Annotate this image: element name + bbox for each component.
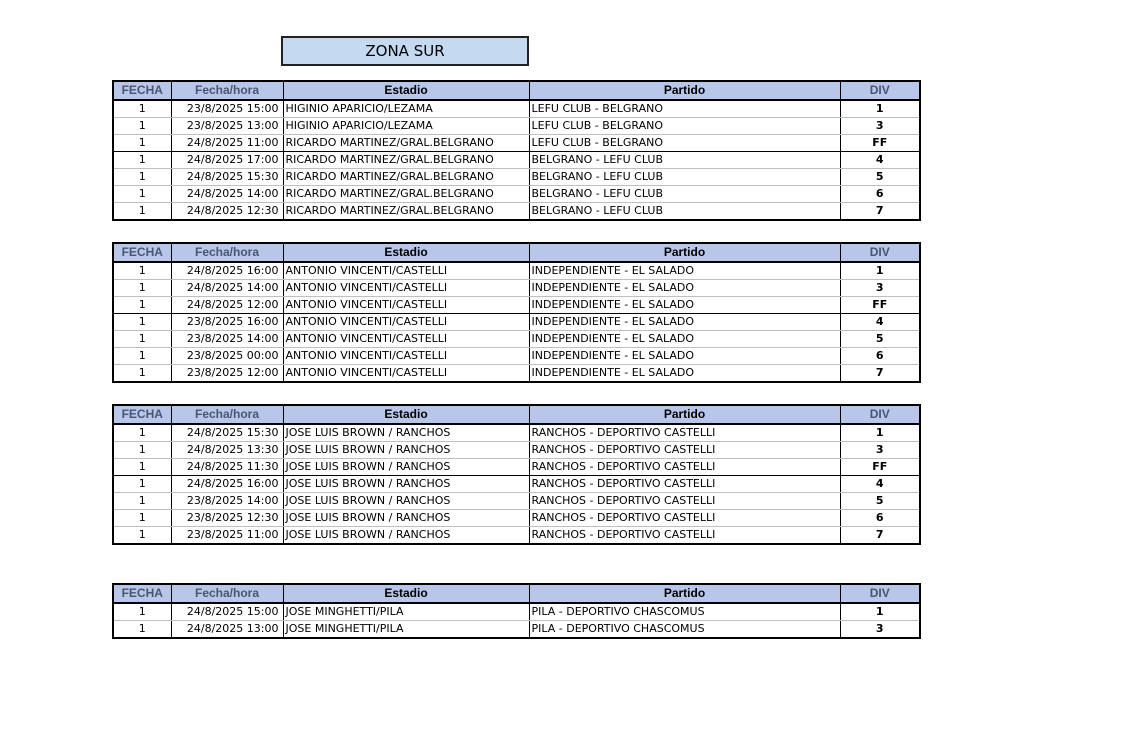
cell-estadio: JOSE LUIS BROWN / RANCHOS	[283, 476, 529, 493]
table-row	[113, 348, 920, 365]
header-fecha-hora: Fecha/hora	[171, 405, 283, 424]
cell-fecha: 1	[113, 297, 171, 314]
table-row	[113, 280, 920, 297]
cell-div: 3	[840, 442, 920, 459]
header-div: DIV	[840, 243, 920, 262]
cell-fecha: 1	[113, 203, 171, 221]
cell-div: 5	[840, 169, 920, 186]
header-row	[113, 243, 920, 262]
table-row	[113, 118, 920, 135]
cell-partido: LEFU CLUB - BELGRANO	[529, 118, 840, 135]
cell-partido: INDEPENDIENTE - EL SALADO	[529, 297, 840, 314]
cell-div: FF	[840, 135, 920, 152]
table-row	[113, 442, 920, 459]
cell-partido: INDEPENDIENTE - EL SALADO	[529, 331, 840, 348]
cell-div: FF	[840, 459, 920, 476]
cell-fecha: 1	[113, 262, 171, 280]
cell-fecha: 1	[113, 493, 171, 510]
cell-fecha: 1	[113, 348, 171, 365]
cell-div: 7	[840, 365, 920, 383]
header-row	[113, 584, 920, 603]
cell-partido: BELGRANO - LEFU CLUB	[529, 186, 840, 203]
cell-estadio: ANTONIO VINCENTI/CASTELLI	[283, 262, 529, 280]
cell-partido: BELGRANO - LEFU CLUB	[529, 203, 840, 221]
header-fecha: FECHA	[113, 584, 171, 603]
cell-div: 4	[840, 314, 920, 331]
cell-fecha: 1	[113, 527, 171, 545]
cell-estadio: RICARDO MARTINEZ/GRAL.BELGRANO	[283, 135, 529, 152]
header-estadio: Estadio	[283, 405, 529, 424]
cell-div: 1	[840, 603, 920, 621]
cell-fecha: 1	[113, 331, 171, 348]
table-row	[113, 262, 920, 280]
cell-fecha-hora: 23/8/2025 00:00	[171, 348, 283, 365]
header-estadio: Estadio	[283, 81, 529, 100]
cell-div: 3	[840, 621, 920, 639]
cell-fecha-hora: 24/8/2025 11:30	[171, 459, 283, 476]
table-row	[113, 297, 920, 314]
cell-estadio: ANTONIO VINCENTI/CASTELLI	[283, 348, 529, 365]
cell-fecha-hora: 24/8/2025 15:00	[171, 603, 283, 621]
cell-partido: RANCHOS - DEPORTIVO CASTELLI	[529, 510, 840, 527]
cell-div: 7	[840, 203, 920, 221]
cell-fecha-hora: 24/8/2025 11:00	[171, 135, 283, 152]
table-row	[113, 365, 920, 383]
table-row	[113, 621, 920, 639]
table-row	[113, 510, 920, 527]
header-div: DIV	[840, 584, 920, 603]
cell-div: 1	[840, 262, 920, 280]
cell-fecha-hora: 23/8/2025 12:00	[171, 365, 283, 383]
cell-fecha-hora: 23/8/2025 12:30	[171, 510, 283, 527]
cell-estadio: ANTONIO VINCENTI/CASTELLI	[283, 314, 529, 331]
cell-div: 5	[840, 331, 920, 348]
cell-fecha-hora: 24/8/2025 16:00	[171, 476, 283, 493]
cell-estadio: ANTONIO VINCENTI/CASTELLI	[283, 280, 529, 297]
header-fecha-hora: Fecha/hora	[171, 584, 283, 603]
header-estadio: Estadio	[283, 243, 529, 262]
cell-estadio: JOSE LUIS BROWN / RANCHOS	[283, 442, 529, 459]
cell-estadio: JOSE LUIS BROWN / RANCHOS	[283, 527, 529, 545]
cell-estadio: RICARDO MARTINEZ/GRAL.BELGRANO	[283, 152, 529, 169]
cell-fecha-hora: 23/8/2025 16:00	[171, 314, 283, 331]
header-div: DIV	[840, 81, 920, 100]
cell-fecha-hora: 23/8/2025 15:00	[171, 100, 283, 118]
cell-estadio: ANTONIO VINCENTI/CASTELLI	[283, 331, 529, 348]
cell-div: 6	[840, 510, 920, 527]
cell-fecha-hora: 24/8/2025 16:00	[171, 262, 283, 280]
cell-fecha: 1	[113, 314, 171, 331]
cell-estadio: RICARDO MARTINEZ/GRAL.BELGRANO	[283, 203, 529, 221]
header-row	[113, 81, 920, 100]
header-estadio: Estadio	[283, 584, 529, 603]
cell-partido: RANCHOS - DEPORTIVO CASTELLI	[529, 442, 840, 459]
schedule-table	[112, 583, 921, 639]
cell-fecha: 1	[113, 100, 171, 118]
cell-div: FF	[840, 297, 920, 314]
table-row	[113, 314, 920, 331]
cell-fecha-hora: 24/8/2025 17:00	[171, 152, 283, 169]
table-row	[113, 169, 920, 186]
cell-estadio: RICARDO MARTINEZ/GRAL.BELGRANO	[283, 169, 529, 186]
cell-fecha-hora: 24/8/2025 15:30	[171, 169, 283, 186]
table-row	[113, 203, 920, 221]
header-row	[113, 405, 920, 424]
cell-fecha-hora: 24/8/2025 13:30	[171, 442, 283, 459]
cell-div: 3	[840, 118, 920, 135]
cell-fecha-hora: 24/8/2025 14:00	[171, 280, 283, 297]
cell-fecha: 1	[113, 152, 171, 169]
cell-estadio: JOSE LUIS BROWN / RANCHOS	[283, 459, 529, 476]
cell-div: 6	[840, 348, 920, 365]
cell-estadio: JOSE LUIS BROWN / RANCHOS	[283, 424, 529, 442]
cell-partido: INDEPENDIENTE - EL SALADO	[529, 314, 840, 331]
cell-partido: RANCHOS - DEPORTIVO CASTELLI	[529, 476, 840, 493]
cell-div: 5	[840, 493, 920, 510]
cell-fecha-hora: 24/8/2025 15:30	[171, 424, 283, 442]
cell-partido: LEFU CLUB - BELGRANO	[529, 135, 840, 152]
cell-partido: INDEPENDIENTE - EL SALADO	[529, 280, 840, 297]
cell-div: 3	[840, 280, 920, 297]
cell-div: 4	[840, 476, 920, 493]
header-fecha: FECHA	[113, 405, 171, 424]
zone-title: ZONA SUR	[281, 36, 529, 66]
header-fecha: FECHA	[113, 81, 171, 100]
cell-partido: RANCHOS - DEPORTIVO CASTELLI	[529, 424, 840, 442]
cell-fecha-hora: 23/8/2025 11:00	[171, 527, 283, 545]
cell-div: 1	[840, 100, 920, 118]
header-fecha-hora: Fecha/hora	[171, 81, 283, 100]
cell-fecha: 1	[113, 621, 171, 639]
cell-div: 6	[840, 186, 920, 203]
table-row	[113, 603, 920, 621]
cell-estadio: JOSE LUIS BROWN / RANCHOS	[283, 510, 529, 527]
cell-fecha: 1	[113, 186, 171, 203]
cell-partido: BELGRANO - LEFU CLUB	[529, 152, 840, 169]
table-row	[113, 476, 920, 493]
cell-fecha: 1	[113, 169, 171, 186]
cell-fecha: 1	[113, 476, 171, 493]
cell-estadio: ANTONIO VINCENTI/CASTELLI	[283, 297, 529, 314]
cell-partido: INDEPENDIENTE - EL SALADO	[529, 365, 840, 383]
table-row	[113, 135, 920, 152]
header-partido: Partido	[529, 405, 840, 424]
header-partido: Partido	[529, 81, 840, 100]
cell-fecha: 1	[113, 135, 171, 152]
cell-div: 4	[840, 152, 920, 169]
cell-partido: INDEPENDIENTE - EL SALADO	[529, 348, 840, 365]
cell-estadio: ANTONIO VINCENTI/CASTELLI	[283, 365, 529, 383]
cell-fecha-hora: 23/8/2025 14:00	[171, 331, 283, 348]
schedule-table	[112, 242, 921, 383]
table-row	[113, 331, 920, 348]
cell-fecha-hora: 24/8/2025 13:00	[171, 621, 283, 639]
cell-partido: INDEPENDIENTE - EL SALADO	[529, 262, 840, 280]
header-div: DIV	[840, 405, 920, 424]
cell-estadio: RICARDO MARTINEZ/GRAL.BELGRANO	[283, 186, 529, 203]
cell-partido: PILA - DEPORTIVO CHASCOMUS	[529, 621, 840, 639]
cell-partido: LEFU CLUB - BELGRANO	[529, 100, 840, 118]
cell-div: 7	[840, 527, 920, 545]
table-row	[113, 100, 920, 118]
cell-partido: BELGRANO - LEFU CLUB	[529, 169, 840, 186]
cell-fecha: 1	[113, 442, 171, 459]
cell-estadio: JOSE LUIS BROWN / RANCHOS	[283, 493, 529, 510]
table-row	[113, 186, 920, 203]
cell-fecha-hora: 23/8/2025 14:00	[171, 493, 283, 510]
header-fecha-hora: Fecha/hora	[171, 243, 283, 262]
cell-fecha: 1	[113, 459, 171, 476]
cell-fecha: 1	[113, 118, 171, 135]
table-row	[113, 459, 920, 476]
cell-estadio: HIGINIO APARICIO/LEZAMA	[283, 118, 529, 135]
cell-fecha-hora: 24/8/2025 12:30	[171, 203, 283, 221]
cell-partido: RANCHOS - DEPORTIVO CASTELLI	[529, 493, 840, 510]
schedule-table	[112, 80, 921, 221]
cell-div: 1	[840, 424, 920, 442]
cell-fecha: 1	[113, 365, 171, 383]
cell-fecha: 1	[113, 510, 171, 527]
cell-fecha-hora: 24/8/2025 14:00	[171, 186, 283, 203]
cell-estadio: HIGINIO APARICIO/LEZAMA	[283, 100, 529, 118]
table-row	[113, 152, 920, 169]
schedule-table	[112, 404, 921, 545]
cell-fecha: 1	[113, 280, 171, 297]
cell-estadio: JOSE MINGHETTI/PILA	[283, 603, 529, 621]
cell-estadio: JOSE MINGHETTI/PILA	[283, 621, 529, 639]
header-partido: Partido	[529, 584, 840, 603]
cell-partido: RANCHOS - DEPORTIVO CASTELLI	[529, 459, 840, 476]
cell-partido: RANCHOS - DEPORTIVO CASTELLI	[529, 527, 840, 545]
header-partido: Partido	[529, 243, 840, 262]
table-row	[113, 527, 920, 545]
table-row	[113, 493, 920, 510]
cell-fecha: 1	[113, 603, 171, 621]
table-row	[113, 424, 920, 442]
cell-fecha: 1	[113, 424, 171, 442]
header-fecha: FECHA	[113, 243, 171, 262]
cell-partido: PILA - DEPORTIVO CHASCOMUS	[529, 603, 840, 621]
cell-fecha-hora: 23/8/2025 13:00	[171, 118, 283, 135]
cell-fecha-hora: 24/8/2025 12:00	[171, 297, 283, 314]
